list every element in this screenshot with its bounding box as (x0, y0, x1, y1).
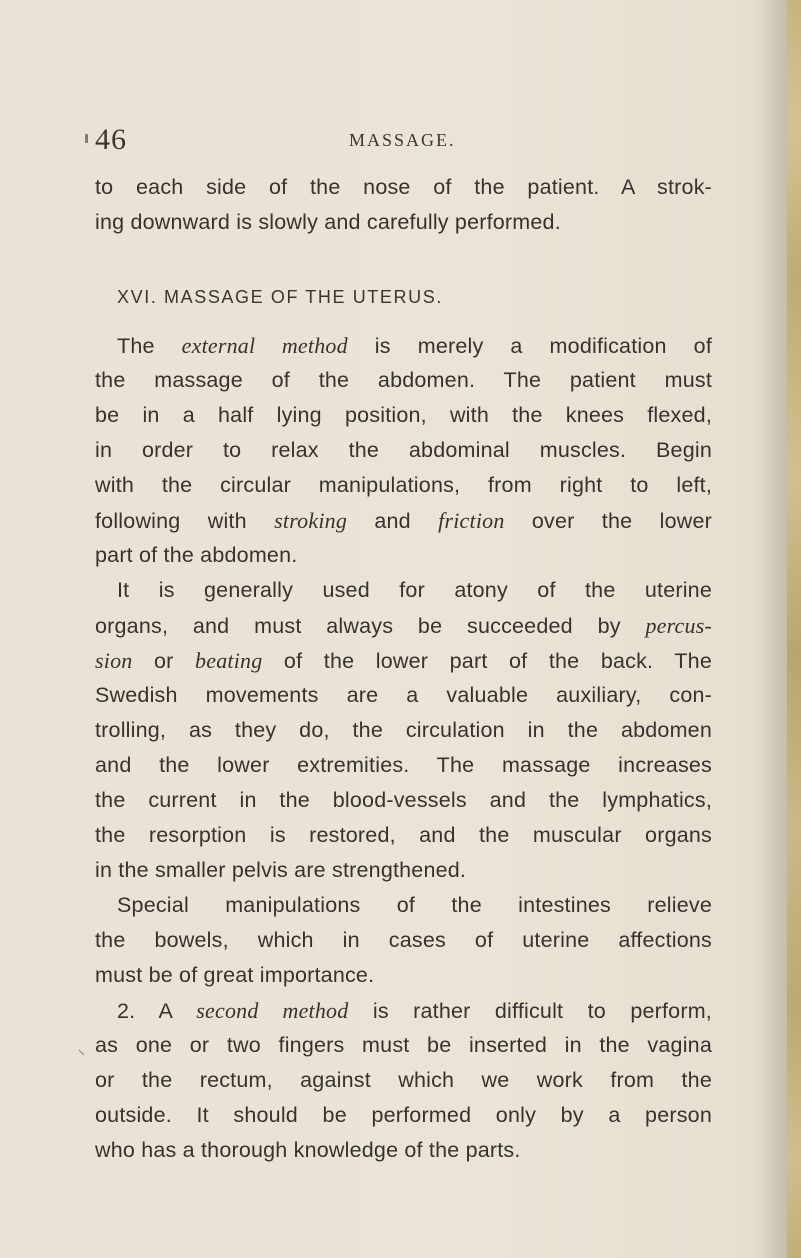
running-head: MASSAGE. (349, 130, 456, 150)
margin-mark (85, 134, 88, 143)
text-span: or (132, 649, 196, 673)
text-line (95, 508, 712, 534)
text-line: ing downward is slowly and carefully performed. (95, 210, 561, 234)
italic-term: percus- (645, 613, 712, 638)
text-span: organs, and must always be succeeded by (95, 614, 646, 638)
text-span: is merely a modification of (347, 334, 712, 358)
text-span: over the lower (504, 509, 712, 533)
text-line (95, 648, 712, 674)
italic-term: external method (181, 333, 348, 358)
text-line: in the smaller pelvis are strengthened. (95, 858, 467, 882)
text-line: trolling, as they do, the circulation in the abdomen (95, 718, 712, 742)
text-line: the massage of the abdomen. The patient must (95, 368, 712, 392)
page-header (95, 123, 695, 163)
text-line: the resorption is restored, and the muscular organs (95, 823, 712, 847)
text-line: part of the abdomen. (95, 543, 298, 567)
text-line: in order to relax the abdominal muscles. Begin (95, 438, 712, 462)
text-line: be in a half lying position, with the knees flexed, (95, 403, 712, 427)
text-line: Swedish movements are a valuable auxiliary, con- (95, 683, 712, 707)
margin-tick (79, 1050, 85, 1056)
text-line: outside. It should be performed only by a person (95, 1103, 712, 1127)
text-span: The (117, 334, 182, 358)
text-line (117, 333, 712, 359)
text-line: Special manipulations of the intestines relieve (117, 893, 712, 917)
text-line: must be of great importance. (95, 963, 375, 987)
text-line (95, 613, 712, 639)
italic-term: friction (438, 508, 505, 533)
italic-term: stroking (274, 508, 348, 533)
text-line: as one or two fingers must be inserted in the vagina (95, 1033, 712, 1057)
italic-term: beating (195, 648, 263, 673)
text-line: to each side of the nose of the patient. A strok- (95, 175, 712, 199)
italic-term: sion (95, 648, 133, 673)
text-span: 2. A (117, 999, 197, 1023)
page-number: 46 (95, 123, 127, 156)
text-span: of the lower part of the back. The (262, 649, 712, 673)
text-line: the bowels, which in cases of uterine affections (95, 928, 712, 952)
text-line: with the circular manipulations, from right to left, (95, 473, 712, 497)
text-line (117, 998, 712, 1024)
text-span: following with (95, 509, 275, 533)
section-heading: XVI. MASSAGE OF THE UTERUS. (117, 287, 443, 307)
text-line: who has a thorough knowledge of the parts. (95, 1138, 521, 1162)
text-span: is rather difficult to perform, (348, 999, 712, 1023)
text-line: the current in the blood-vessels and the lymphatics, (95, 788, 712, 812)
italic-term: second method (196, 998, 349, 1023)
text-line: or the rectum, against which we work from the (95, 1068, 712, 1092)
text-line: and the lower extremities. The massage increases (95, 753, 712, 777)
text-span: and (347, 509, 439, 533)
page-edge (787, 0, 801, 1258)
text-line: It is generally used for atony of the uterine (117, 578, 712, 602)
